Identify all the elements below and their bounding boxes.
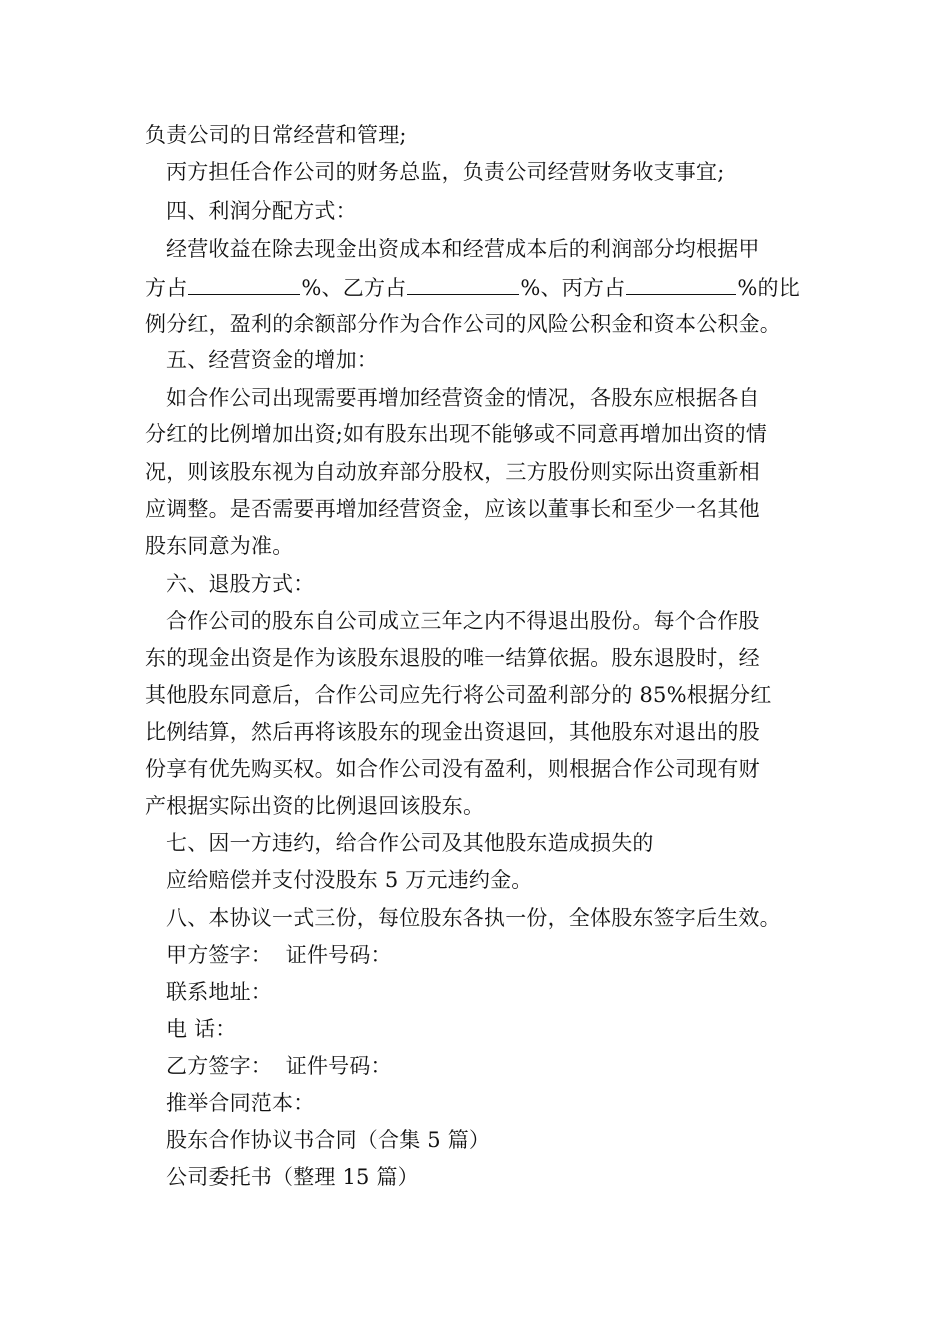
- section-heading: 四、利润分配方式：: [166, 199, 357, 223]
- recommended-heading: 推举合同范本：: [166, 1091, 315, 1115]
- paragraph-line: 股东同意为准。: [145, 534, 294, 558]
- blank-field-jia[interactable]: [188, 272, 300, 295]
- paragraph-line: 产根据实际出资的比例退回该股东。: [145, 794, 485, 818]
- phone-line: 电 话：: [166, 1017, 237, 1041]
- paragraph-line: 丙方担任合作公司的财务总监，负责公司经营财务收支事宜;: [166, 160, 725, 184]
- ratio-text: %、乙方占: [301, 276, 407, 300]
- ratio-text: %、丙方占: [520, 276, 626, 300]
- contact-address-line: 联系地址：: [166, 980, 272, 1004]
- paragraph-line: 其他股东同意后，合作公司应先行将公司盈利部分的 85%根据分红: [145, 683, 772, 707]
- paragraph-line: 应给赔偿并支付没股东 5 万元违约金。: [166, 868, 533, 892]
- paragraph-line: 况，则该股东视为自动放弃部分股权，三方股份则实际出资重新相: [145, 460, 760, 484]
- section-heading: 八、本协议一式三份，每位股东各执一份，全体股东签字后生效。: [166, 906, 781, 930]
- paragraph-line: 分红的比例增加出资;如有股东出现不能够或不同意再增加出资的情: [145, 422, 768, 446]
- paragraph-line: 应调整。是否需要再增加经营资金，应该以董事长和至少一名其他: [145, 497, 760, 521]
- recommended-link[interactable]: 股东合作协议书合同（合集 5 篇）: [166, 1128, 491, 1152]
- paragraph-line: 东的现金出资是作为该股东退股的唯一结算依据。股东退股时，经: [145, 646, 760, 670]
- section-heading: 六、退股方式：: [166, 572, 315, 596]
- paragraph-line: 经营收益在除去现金出资成本和经营成本后的利润部分均根据甲: [166, 237, 760, 261]
- paragraph-line: 比例结算，然后再将该股东的现金出资退回，其他股东对退出的股: [145, 720, 760, 744]
- blank-field-bing[interactable]: [626, 272, 736, 295]
- signature-line-yi: 乙方签字： 证件号码：: [166, 1054, 392, 1078]
- signature-line-jia: 甲方签字： 证件号码：: [166, 943, 392, 967]
- ratio-text: %的比: [737, 276, 800, 300]
- ratio-text: 方占: [145, 276, 188, 300]
- blank-field-yi[interactable]: [407, 272, 519, 295]
- section-heading: 五、经营资金的增加：: [166, 348, 378, 372]
- section-heading: 七、因一方违约，给合作公司及其他股东造成损失的: [166, 831, 654, 855]
- paragraph-line: 负责公司的日常经营和管理;: [145, 123, 407, 147]
- paragraph-line: 合作公司的股东自公司成立三年之内不得退出股份。每个合作股: [166, 609, 760, 633]
- recommended-link[interactable]: 公司委托书（整理 15 篇）: [166, 1165, 419, 1189]
- ratio-line: [145, 272, 800, 300]
- paragraph-line: 例分红，盈利的余额部分作为合作公司的风险公积金和资本公积金。: [145, 312, 781, 336]
- paragraph-line: 如合作公司出现需要再增加经营资金的情况，各股东应根据各自: [166, 386, 760, 410]
- paragraph-line: 份享有优先购买权。如合作公司没有盈利，则根据合作公司现有财: [145, 757, 760, 781]
